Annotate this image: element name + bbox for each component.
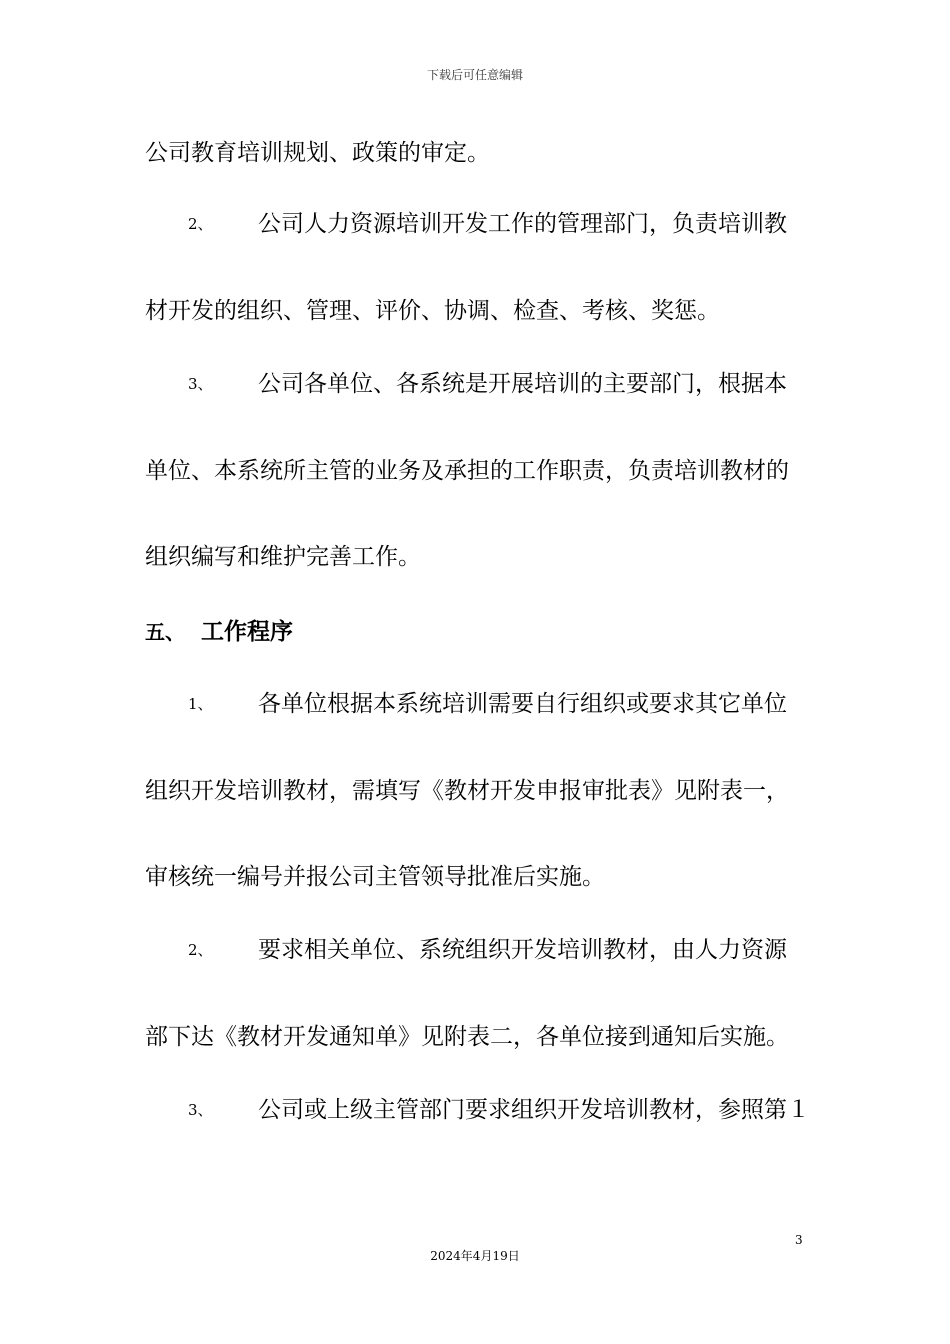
paragraph-line: 公司教育培训规划、政策的审定。 bbox=[145, 140, 490, 166]
item-number: 2、 bbox=[188, 215, 213, 233]
footer-date: 2024年4月19日 bbox=[430, 1249, 520, 1263]
page-number: 3 bbox=[795, 1233, 803, 1247]
item-number: 1、 bbox=[188, 695, 213, 713]
item-number: 3、 bbox=[188, 1101, 213, 1119]
paragraph-line: 审核统一编号并报公司主管领导批准后实施。 bbox=[145, 864, 605, 890]
paragraph-line: 单位、本系统所主管的业务及承担的工作职责，负责培训教材的 bbox=[145, 458, 789, 484]
paragraph-line: 各单位根据本系统培训需要自行组织或要求其它单位 bbox=[258, 691, 787, 717]
page-header: 下载后可任意编辑 bbox=[426, 68, 523, 82]
section-title: 工作程序 bbox=[201, 619, 293, 645]
paragraph-line: 要求相关单位、系统组织开发培训教材，由人力资源 bbox=[258, 937, 787, 963]
paragraph-line: 材开发的组织、管理、评价、协调、检查、考核、奖惩。 bbox=[145, 298, 720, 324]
paragraph-line: 组织开发培训教材，需填写《教材开发申报审批表》见附表一， bbox=[145, 778, 789, 804]
section-number: 五、 bbox=[145, 620, 185, 644]
paragraph-line: 公司各单位、各系统是开展培训的主要部门，根据本 bbox=[258, 371, 787, 397]
paragraph-line: 部下达《教材开发通知单》见附表二，各单位接到通知后实施。 bbox=[145, 1024, 789, 1050]
paragraph-line: 公司人力资源培训开发工作的管理部门，负责培训教 bbox=[258, 211, 787, 237]
paragraph-line: 公司或上级主管部门要求组织开发培训教材，参照第１ bbox=[258, 1097, 810, 1123]
item-number: 3、 bbox=[188, 375, 213, 393]
item-number: 2、 bbox=[188, 941, 213, 959]
paragraph-line: 组织编写和维护完善工作。 bbox=[145, 544, 421, 570]
